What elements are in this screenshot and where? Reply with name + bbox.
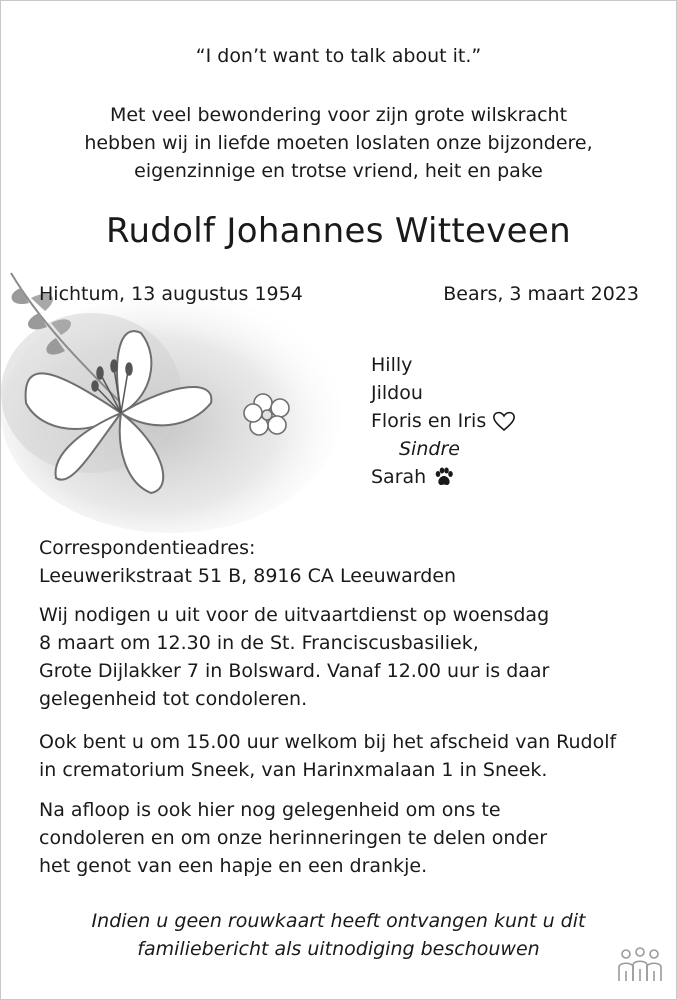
footer-line: familiebericht als uitnodiging beschouwen [137,938,540,960]
family-list [371,351,516,491]
farewell-paragraph [39,728,649,784]
paw-icon [432,465,456,489]
people-group-logo-icon [616,947,664,985]
text-line: Na afloop is ook hier nog gelegenheid om ons te [39,799,501,821]
text-line: 8 maart om 12.30 in de St. Franciscusbasiliek, [39,632,479,654]
correspondence-label: Correspondentieadres: [39,537,256,559]
birth-date: Hichtum, 13 augustus 1954 [39,283,303,305]
correspondence-address: Leeuwerikstraat 51 B, 8916 CA Leeuwarden [39,565,457,587]
death-date: Bears, 3 maart 2023 [443,283,639,305]
family-member [371,407,516,435]
service-paragraph [39,601,649,713]
family-member-name: Hilly [371,354,413,376]
grandchild-name: Sindre [399,438,460,460]
intro-line: eigenzinnige en trotse vriend, heit en pake [134,160,543,182]
family-member [371,435,516,463]
text-line: in crematorium Sneek, van Harinxmalaan 1 in Sneek. [39,759,548,781]
intro-line: hebben wij in liefde moeten loslaten onze bijzondere, [84,132,593,154]
text-line: condoleren en om onze herinneringen te delen onder [39,827,548,849]
heart-icon [492,409,516,433]
text-line: Grote Dijlakker 7 in Bolsward. Vanaf 12.00 uur is daar [39,660,550,682]
deceased-name: Rudolf Johannes Witteveen [106,211,571,251]
family-member [371,463,516,491]
quote: “I don’t want to talk about it.” [195,45,482,67]
lily-flower-icon [1,263,341,543]
intro-line: Met veel bewondering voor zijn grote wilskracht [109,104,568,126]
intro-text [1,101,676,185]
text-line: het genot van een hapje en een drankje. [39,855,428,877]
family-member [371,351,516,379]
text-line: Wij nodigen u uit voor de uitvaartdienst op woensdag [39,604,550,626]
family-member-name: Floris en Iris [371,410,487,432]
family-member [371,379,516,407]
footer-line: Indien u geen rouwkaart heeft ontvangen kunt u dit [91,910,586,932]
correspondence-block [39,534,649,590]
text-line: gelegenheid tot condoleren. [39,688,308,710]
family-member-name: Sarah [371,466,427,488]
family-member-name: Jildou [371,382,423,404]
footer-note [1,907,676,963]
text-line: Ook bent u om 15.00 uur welkom bij het afscheid van Rudolf [39,731,617,753]
after-paragraph [39,796,649,880]
